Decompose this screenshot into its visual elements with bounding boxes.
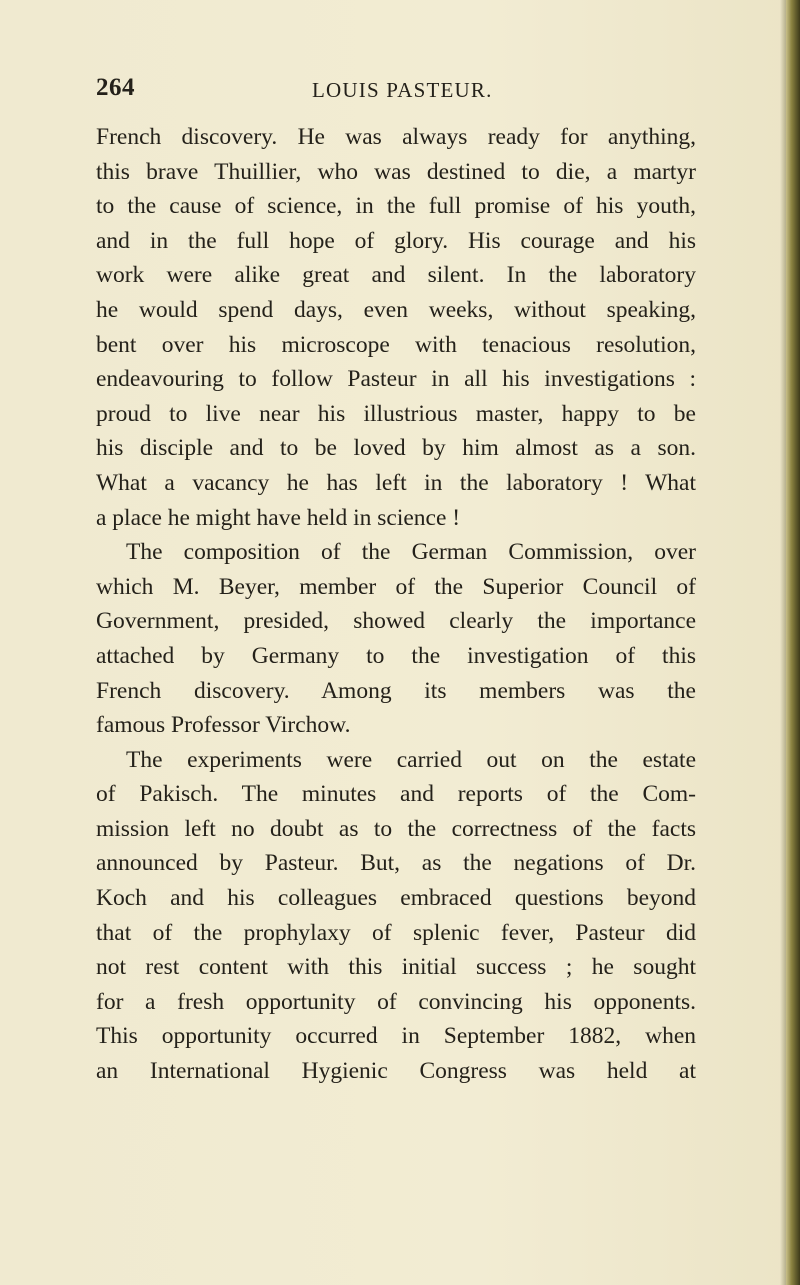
text-line: famous Professor Virchow.: [96, 712, 351, 739]
text-line: French discovery. Among its members was the: [96, 677, 696, 704]
text-line: work were alike great and silent. In the laboratory: [96, 262, 696, 289]
page-edge: [786, 0, 800, 1285]
text-line: a place he might have held in science !: [96, 504, 461, 531]
text-line: and in the full hope of glory. His courage and his: [96, 227, 696, 254]
text-line: This opportunity occurred in September 1882, when: [96, 1023, 696, 1050]
text-line: his disciple and to be loved by him almost as a son.: [96, 435, 696, 462]
text-line: Government, presided, showed clearly the importance: [96, 608, 696, 635]
text-line: French discovery. He was always ready for anything,: [96, 124, 696, 150]
text-line: which M. Beyer, member of the Superior Council of: [96, 573, 696, 600]
text-line: an International Hygienic Congress was held at: [96, 1058, 696, 1085]
text-line: The composition of the German Commission, over: [126, 539, 696, 566]
text-line: for a fresh opportunity of convincing his opponents.: [96, 988, 696, 1015]
text-line: not rest content with this initial success ; he sought: [96, 954, 696, 981]
text-line: announced by Pasteur. But, as the negations of Dr.: [96, 850, 696, 877]
text-line: bent over his microscope with tenacious resolution,: [96, 331, 696, 358]
text-line: The experiments were carried out on the estate: [126, 746, 696, 773]
text-line: proud to live near his illustrious master, happy to be: [96, 400, 696, 427]
page-header: [96, 74, 696, 108]
running-head: LOUIS PASTEUR.: [312, 78, 493, 102]
text-line: mission left no doubt as to the correctness of the facts: [96, 815, 696, 842]
text-line: this brave Thuillier, who was destined to die, a martyr: [96, 158, 696, 185]
page-number: 264: [96, 74, 135, 101]
text-line: to the cause of science, in the full promise of his youth,: [96, 193, 696, 220]
body-text: [96, 120, 696, 1089]
text-line: endeavouring to follow Pasteur in all his investigations :: [96, 366, 696, 393]
text-line: Koch and his colleagues embraced questions beyond: [96, 885, 696, 912]
text-line: that of the prophylaxy of splenic fever, Pasteur did: [96, 919, 696, 946]
text-line: attached by Germany to the investigation of this: [96, 642, 696, 669]
text-line: What a vacancy he has left in the laboratory ! What: [96, 469, 696, 496]
text-line: of Pakisch. The minutes and reports of the Com-: [96, 781, 696, 808]
text-line: he would spend days, even weeks, without speaking,: [96, 296, 696, 323]
